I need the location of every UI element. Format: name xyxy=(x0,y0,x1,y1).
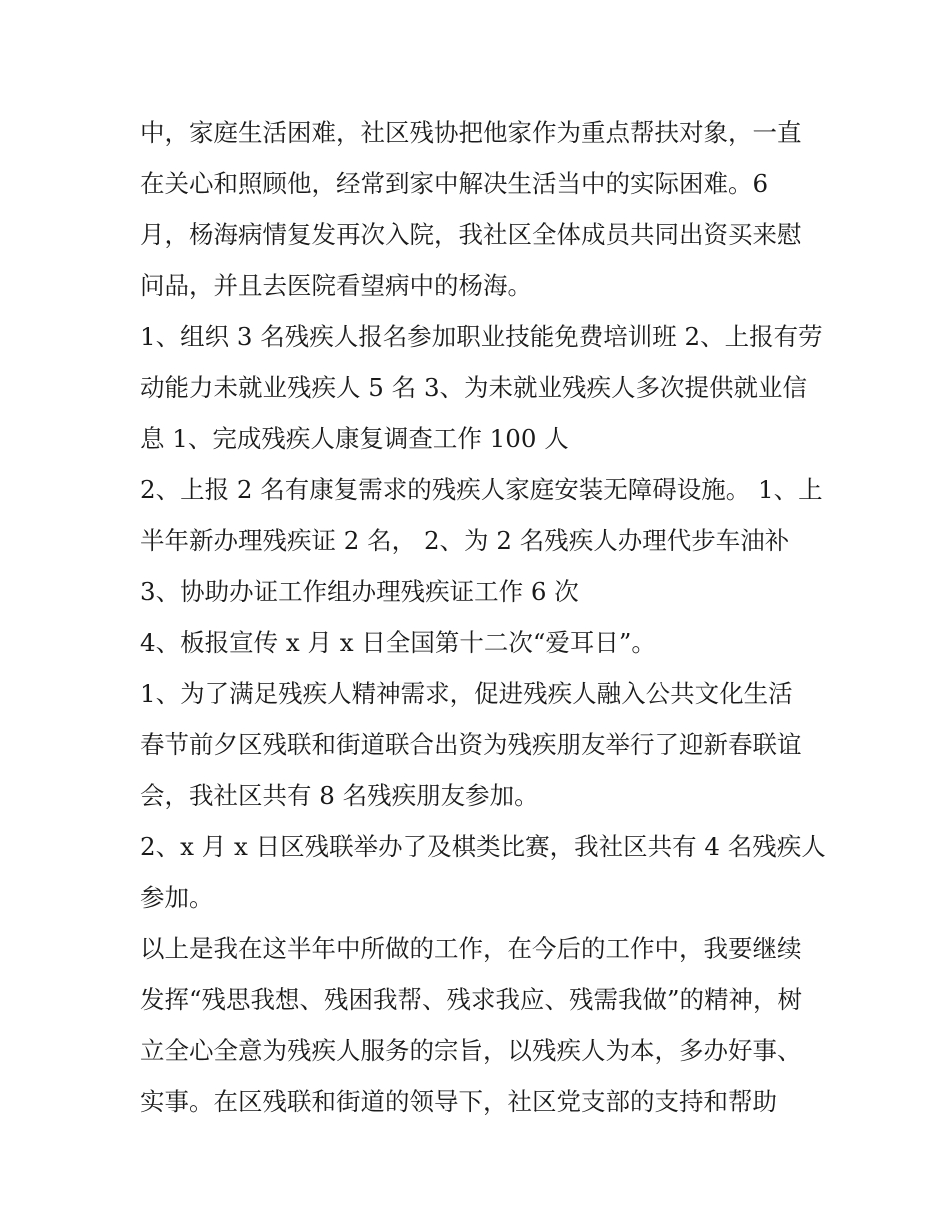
text-line: 问品，并且去医院看望病中的杨海。 xyxy=(140,271,532,300)
text-line: 参加。 xyxy=(140,883,214,912)
text-line: 3、协助办证工作组办理残疾证工作 6 次 xyxy=(140,577,579,606)
text-line: 动能力未就业残疾人 5 名 3、为未就业残疾人多次提供就业信 xyxy=(140,373,808,402)
text-line: 2、上报 2 名有康复需求的残疾人家庭安装无障碍设施。 1、上 xyxy=(140,475,823,504)
text-line: 2、x 月 x 日区残联举办了及棋类比赛，我社区共有 4 名残疾人 xyxy=(140,832,826,861)
text-line: 中，家庭生活困难，社区残协把他家作为重点帮扶对象，一直 xyxy=(140,118,802,147)
document-body xyxy=(140,107,826,1127)
text-line: 春节前夕区残联和街道联合出资为残疾朋友举行了迎新春联谊 xyxy=(140,730,802,759)
text-line: 会，我社区共有 8 名残疾朋友参加。 xyxy=(140,781,539,810)
text-line: 半年新办理残疾证 2 名， 2、为 2 名残疾人办理代步车油补 xyxy=(140,526,790,555)
text-line: 立全心全意为残疾人服务的宗旨，以残疾人为本，多办好事、 xyxy=(140,1036,802,1065)
text-line: 4、板报宣传 x 月 x 日全国第十二次“爱耳日”。 xyxy=(140,628,656,657)
text-line: 1、为了满足残疾人精神需求，促进残疾人融入公共文化生活 xyxy=(140,679,793,708)
text-line: 以上是我在这半年中所做的工作，在今后的工作中，我要继续 xyxy=(140,934,802,963)
text-line: 1、组织 3 名残疾人报名参加职业技能免费培训班 2、上报有劳 xyxy=(140,322,823,351)
text-line: 在关心和照顾他，经常到家中解决生活当中的实际困难。6 xyxy=(140,169,769,198)
text-line: 发挥“残思我想、残困我帮、残求我应、残需我做”的精神，树 xyxy=(140,985,803,1014)
text-line: 息 1、完成残疾人康复调查工作 100 人 xyxy=(140,424,569,453)
text-line: 实事。在区残联和街道的领导下，社区党支部的支持和帮助 xyxy=(140,1087,777,1116)
text-line: 月，杨海病情复发再次入院，我社区全体成员共同出资买来慰 xyxy=(140,220,802,249)
